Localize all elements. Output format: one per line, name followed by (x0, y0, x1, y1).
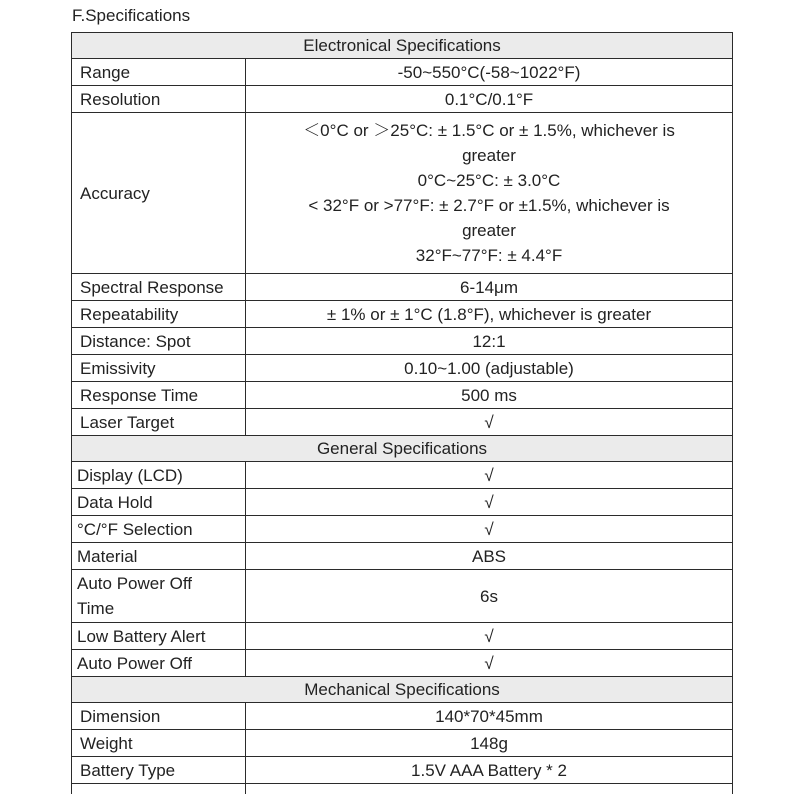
table-row (72, 462, 733, 489)
spec-value: 500 ms (246, 382, 733, 409)
spec-label: Dimension (72, 703, 246, 730)
empty-cell (246, 784, 733, 795)
spec-value: ± 1% or ± 1°C (1.8°F), whichever is greater (246, 301, 733, 328)
spec-label: Auto Power Off (72, 650, 246, 677)
spec-value: 0.10~1.00 (adjustable) (246, 355, 733, 382)
table-row (72, 274, 733, 301)
table-row (72, 59, 733, 86)
specifications-table (71, 32, 733, 794)
spec-label: Laser Target (72, 409, 246, 436)
spec-label: Range (72, 59, 246, 86)
check-mark: √ (246, 409, 733, 436)
accuracy-line: greater (462, 221, 516, 240)
spec-label: Distance: Spot (72, 328, 246, 355)
table-row (72, 650, 733, 677)
spec-value: 6-14μm (246, 274, 733, 301)
spec-value: ABS (246, 543, 733, 570)
check-mark: √ (246, 623, 733, 650)
spec-label: Weight (72, 730, 246, 757)
accuracy-line: < 32°F or >77°F: ± 2.7°F or ±1.5%, whichever is (308, 196, 670, 215)
spec-value: 6s (246, 570, 733, 623)
table-row (72, 730, 733, 757)
table-row (72, 409, 733, 436)
table-row (72, 328, 733, 355)
section-title-electronical: Electronical Specifications (72, 33, 733, 59)
table-row (72, 355, 733, 382)
accuracy-line: 0°C~25°C: ± 3.0°C (417, 171, 561, 190)
table-row (72, 703, 733, 730)
check-mark: √ (246, 489, 733, 516)
spec-value: 0.1°C/0.1°F (246, 86, 733, 113)
spec-value: -50~550°C(-58~1022°F) (246, 59, 733, 86)
spec-label: Material (72, 543, 246, 570)
page-title: F.Specifications (72, 6, 191, 25)
spec-label: Auto Power Off Time (72, 570, 246, 623)
section-title-general: General Specifications (72, 436, 733, 462)
spec-value: 140*70*45mm (246, 703, 733, 730)
table-row (72, 113, 733, 274)
spec-label: Response Time (72, 382, 246, 409)
check-mark: √ (246, 516, 733, 543)
spec-label: Repeatability (72, 301, 246, 328)
accuracy-line: 32°F~77°F: ± 4.4°F (415, 246, 563, 265)
spec-label: Battery Type (72, 757, 246, 784)
accuracy-value (246, 113, 733, 274)
table-row (72, 543, 733, 570)
table-row (72, 570, 733, 623)
spec-label: Display (LCD) (72, 462, 246, 489)
accuracy-line: ＜0°C or ＞25°C: ± 1.5°C or ± 1.5%, whichever is (303, 121, 675, 140)
section-header-row (72, 33, 733, 59)
section-title-mechanical: Mechanical Specifications (72, 677, 733, 703)
check-mark: √ (246, 462, 733, 489)
spec-label: Resolution (72, 86, 246, 113)
table-row (72, 489, 733, 516)
table-row-cut-off (72, 784, 733, 795)
section-header-row (72, 436, 733, 462)
spec-value: 12:1 (246, 328, 733, 355)
spec-label: Emissivity (72, 355, 246, 382)
spec-value: 1.5V AAA Battery * 2 (246, 757, 733, 784)
accuracy-line: greater (462, 146, 516, 165)
table-row (72, 86, 733, 113)
spec-label: °C/°F Selection (72, 516, 246, 543)
table-row (72, 382, 733, 409)
table-row (72, 301, 733, 328)
check-mark: √ (246, 650, 733, 677)
table-row (72, 623, 733, 650)
table-row (72, 757, 733, 784)
section-header-row (72, 677, 733, 703)
spec-value: 148g (246, 730, 733, 757)
table-row (72, 516, 733, 543)
spec-label: Accuracy (72, 113, 246, 274)
spec-label: Data Hold (72, 489, 246, 516)
spec-label: Spectral Response (72, 274, 246, 301)
empty-cell (72, 784, 246, 795)
spec-label: Low Battery Alert (72, 623, 246, 650)
